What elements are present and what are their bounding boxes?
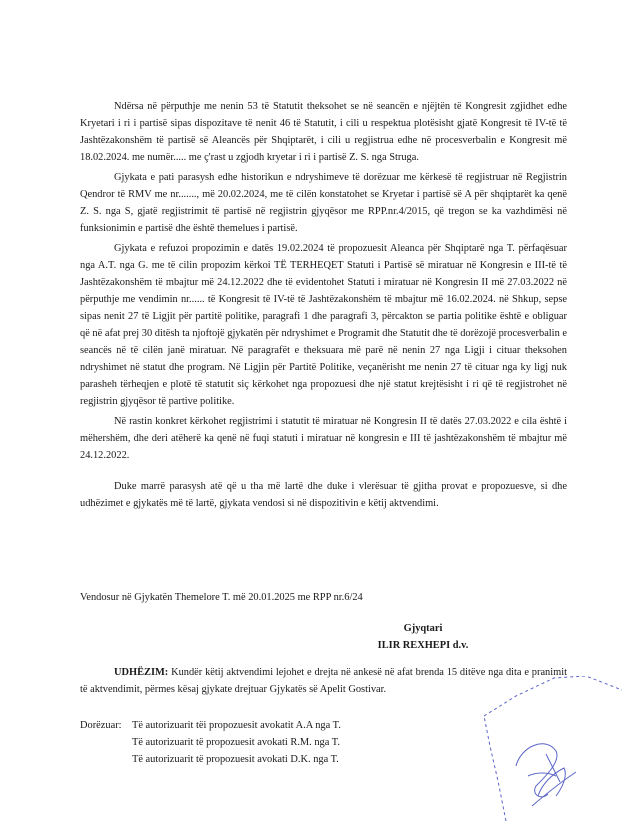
paragraph-3: Gjykata e refuzoi propozimin e datës 19.02.2024 të propozuesit Aleanca për Shqiptarë nga T. përfaqësuar nga A.T. nga G. me të cilin propozim kërkoi TË TERHEQET Statuti i Partisë së miratuar në Kongresin e III-të të Jashtëzakonshëm të mbajtur më 24.12.2022 dhe të evidentohet Statuti i miratuar në Kongresin II më 27.03.2022 në përputhje me vendimin nr...... të Kongresit të IV-të të Jashtëzakonshëm të mbajtur më 16.02.2024. në Shkup, sepse sipas nenit 27 të Ligjit për partitë politike, paragrafi 1 dhe paragrafi 3, përcakton se partia politike është e obliguar që në afat prej 30 ditësh ta njoftojë gjykatën për ndryshimet e Programit dhe Statutit dhe të dorëzojë procesverbalin e seancës në të cilën janë miratuar. Në paragrafët e theksuara më parë në nenin 27 nga Ligji i cituar theksohen ndryshimet në statut dhe program. Në Ligjin për Partitë Politike, veçanërisht me nenin 27 të cituar nga ky ligj nuk parasheh tërheqjen e plotë të statutit siç kërkohet nga propozuesi dhe një statut krejtësisht i ri që të regjistrohet në regjistrin gjyqësor të partive politike. [80, 243, 567, 407]
instruction-text: Kundër këtij aktvendimi lejohet e drejta në ankesë në afat brenda 15 ditëve nga dita e pranimit të aktvendimit, përmes kësaj gjykate drejtuar Gjykatës së Apelit Gostivar. [80, 667, 567, 695]
paragraph-1: Ndërsa në përputhje me nenin 53 të Statutit theksohet se në seancën e njëjtën të Kongresit zgjidhet edhe Kryetari i ri i partisë sipas dispozitave të nenit 46 të Statutit, i cili u respektua plotësisht gjatë Kongresit të IV-të të Jashtëzakonshëm të partisë së Aleancës për Shqiptarët, i cili u regjistrua edhe në procesverbalin e Kongresit më 18.02.2024. me numër..... me ç'rast u zgjodh kryetar i ri i partisë Z. S. nga Struga. [80, 101, 567, 163]
recipient-line: Të autorizuarit të propozuesit avokati R.M. nga T. [132, 737, 340, 748]
paragraph-2: Gjykata e pati parasysh edhe historikun e ndryshimeve të dorëzuar me kërkesë të regjistruar në Regjistrin Qendror të RMV me nr......., më 20.02.2024, me të cilën konstatohet se Kryetar i partisë së A për shqiptarët ka qenë Z. S. nga S, gjatë regjistrimit të partisë në regjistrin gjyqësor me RPP.nr.4/2015, që tregon se ka vazhdimësi në funksionimin e partisë dhe është themelues i partisë. [80, 172, 567, 234]
instruction-label: UDHËZIM: [114, 667, 169, 678]
paragraph-5: Duke marrë parasysh atë që u tha më lartë dhe duke i vlerësuar të gjitha provat e propozuesve, si dhe udhëzimet e gjykatës më të lartë, gjykata vendosi si në dispozitivin e këtij aktvendimi. [80, 481, 567, 509]
judge-title: Gjyqtari [403, 623, 443, 634]
decision-place-date: Vendosur në Gjykatën Themelore T. më 20.01.2025 me RPP nr.6/24 [80, 592, 363, 603]
recipient-line: Të autorizuarit të propozuesit avokati D.K. nga T. [132, 754, 339, 765]
judge-name: ILIR REXHEPI d.v. [377, 640, 469, 651]
delivered-label: Dorëzuar: [80, 720, 122, 731]
body-text [80, 98, 567, 515]
recipient-line: Të autorizuarit tëi propozuesit avokatit A.A nga T. [132, 720, 341, 731]
paragraph-4: Në rastin konkret kërkohet regjistrimi i statutit të miratuar në Kongresin II të datës 27.03.2022 e cila është i mëhershëm, dhe deri atëherë ka qenë në fuqi statuti i miratuar në kongresin e III të jashtëzakonshëm të mbajtur më 24.12.2022. [80, 416, 567, 461]
judge-signature-block [348, 620, 498, 654]
court-stamp-icon [476, 676, 626, 821]
